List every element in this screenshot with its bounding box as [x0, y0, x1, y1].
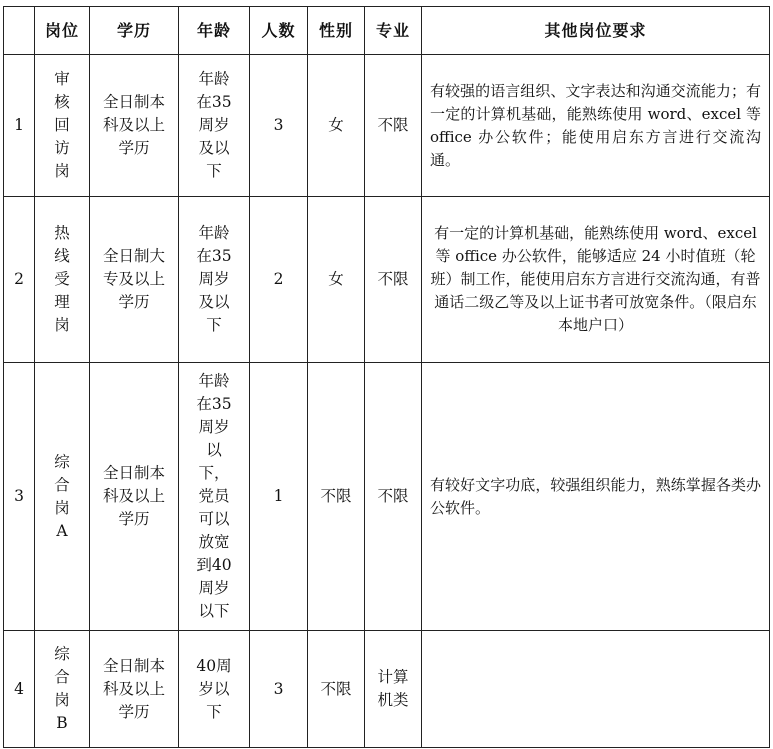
header-index [4, 7, 35, 55]
row-index: 1 [4, 55, 35, 197]
age-cell: 年龄在35周岁以下，党员可以放宽到40周岁以下 [179, 363, 250, 631]
row-index: 2 [4, 197, 35, 363]
education-cell: 全日制本科及以上学历 [90, 363, 179, 631]
post-cell: 综合岗 A [35, 363, 90, 631]
requirements-cell [422, 631, 770, 748]
gender-cell: 女 [308, 197, 365, 363]
post-cell: 综合岗 B [35, 631, 90, 748]
age-cell: 年龄在35周岁及以下 [179, 197, 250, 363]
gender-cell: 不限 [308, 363, 365, 631]
major-cell: 不限 [365, 363, 422, 631]
header-age: 年龄 [179, 7, 250, 55]
header-major: 专业 [365, 7, 422, 55]
count-cell: 1 [250, 363, 308, 631]
row-index: 4 [4, 631, 35, 748]
count-cell: 3 [250, 55, 308, 197]
job-requirements-table [3, 6, 770, 748]
education-cell: 全日制大专及以上学历 [90, 197, 179, 363]
header-post: 岗位 [35, 7, 90, 55]
table-row [4, 197, 770, 363]
header-requirements: 其他岗位要求 [422, 7, 770, 55]
major-cell: 不限 [365, 55, 422, 197]
education-cell: 全日制本科及以上学历 [90, 631, 179, 748]
header-education: 学历 [90, 7, 179, 55]
age-cell: 40周岁以下 [179, 631, 250, 748]
header-gender: 性别 [308, 7, 365, 55]
major-cell: 不限 [365, 197, 422, 363]
requirements-cell: 有一定的计算机基础，能熟练使用 word、excel 等 office 办公软件，能够适应 24 小时值班（轮班）制工作，能使用启东方言进行交流沟通，有普通话二级乙等及以上证书者可放宽条件。（限启东本地户口） [422, 197, 770, 363]
table-row [4, 363, 770, 631]
post-cell: 审核回访岗 [35, 55, 90, 197]
header-row [4, 7, 770, 55]
major-cell: 计算机类 [365, 631, 422, 748]
gender-cell: 不限 [308, 631, 365, 748]
header-count: 人数 [250, 7, 308, 55]
table-row [4, 631, 770, 748]
requirements-cell: 有较好文字功底，较强组织能力，熟练掌握各类办公软件。 [422, 363, 770, 631]
count-cell: 2 [250, 197, 308, 363]
count-cell: 3 [250, 631, 308, 748]
education-cell: 全日制本科及以上学历 [90, 55, 179, 197]
table-row [4, 55, 770, 197]
gender-cell: 女 [308, 55, 365, 197]
requirements-cell: 有较强的语言组织、文字表达和沟通交流能力；有一定的计算机基础，能熟练使用 word、excel 等 office 办公软件；能使用启东方言进行交流沟通。 [422, 55, 770, 197]
post-cell: 热线受理岗 [35, 197, 90, 363]
row-index: 3 [4, 363, 35, 631]
age-cell: 年龄在35周岁及以下 [179, 55, 250, 197]
